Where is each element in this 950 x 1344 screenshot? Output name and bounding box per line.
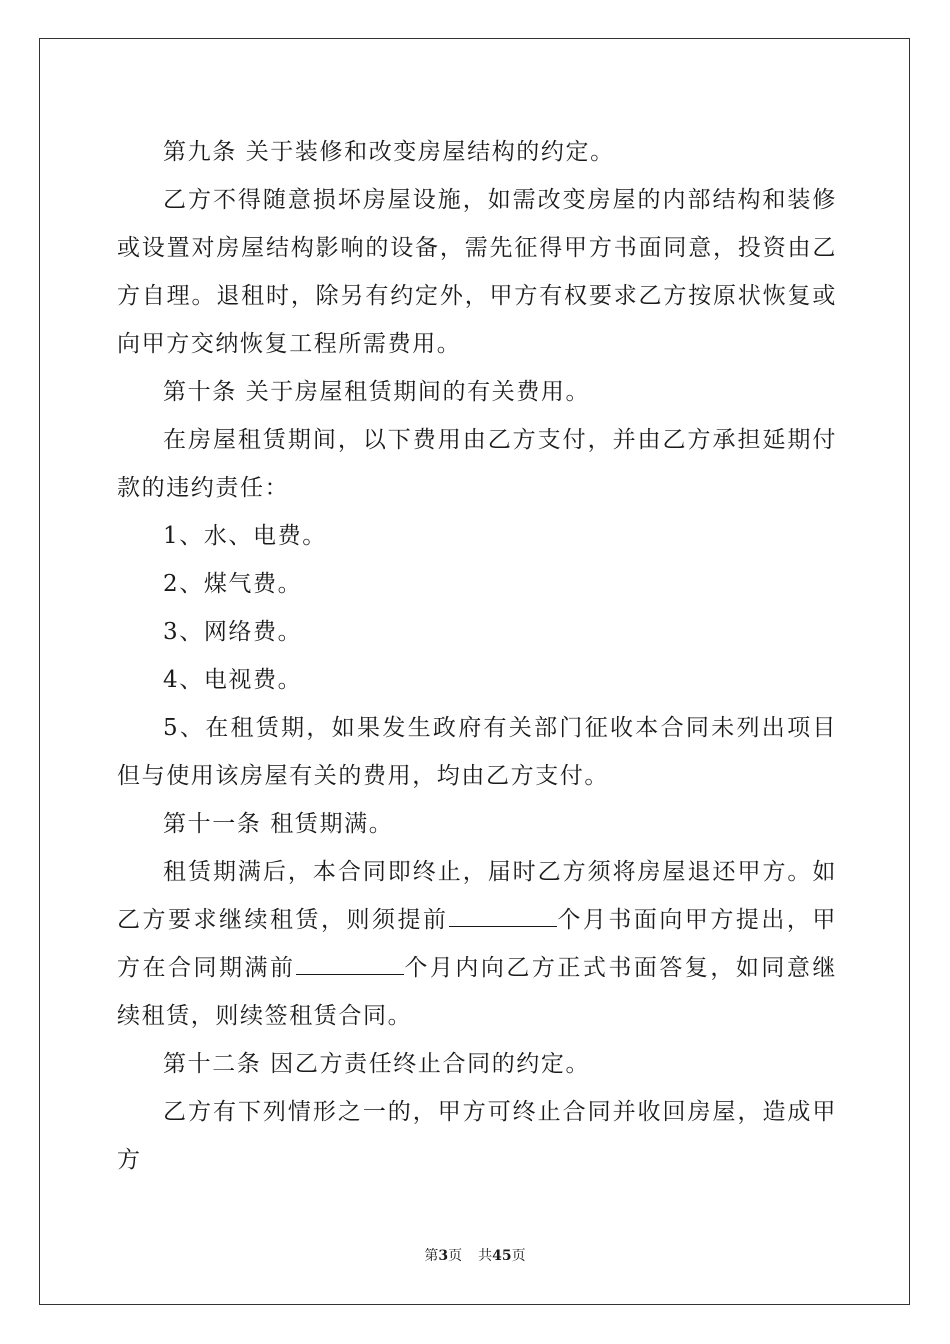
page-footer (0, 1245, 950, 1265)
clause-9-heading: 第九条 关于装修和改变房屋结构的约定。 (163, 139, 615, 165)
clause-9-text: 乙方不得随意损坏房屋设施，如需改变房屋的内部结构和装修或设置对房屋结构影响的设备，需先征得甲方书面同意，投资由乙方自理。退租时，除另有约定外，甲方有权要求乙方按原状恢复或向甲方交纳恢复工程所需费用。 (117, 187, 837, 357)
page-suffix: 页 (448, 1248, 463, 1264)
document-body (117, 128, 837, 1184)
fee-item-4: 4、电视费。 (163, 667, 303, 693)
blank-line-advance-months (449, 904, 557, 927)
clause-11-text (117, 848, 837, 1040)
clause-12-heading: 第十二条 因乙方责任终止合同的约定。 (163, 1051, 591, 1077)
blank-line-reply-months (296, 952, 404, 975)
clause-11-text-part1: 租赁期满后，本合同即终止，届时乙方须将房屋退还甲方。如乙方要求继续租赁，则须提前 (117, 859, 837, 933)
total-prefix: 共 (478, 1248, 493, 1264)
clause-10-text: 在房屋租赁期间，以下费用由乙方支付，并由乙方承担延期付款的违约责任： (117, 427, 837, 501)
page-number: 3 (438, 1248, 449, 1264)
fee-item-3: 3、网络费。 (163, 619, 303, 645)
page-prefix: 第 (424, 1248, 439, 1264)
clause-11-heading: 第十一条 租赁期满。 (163, 811, 394, 837)
clause-11-text-part3: 个月内向乙方正式书面答复，如同意继续租赁，则续签租赁合同。 (117, 955, 837, 1029)
fee-item-5: 5、在租赁期，如果发生政府有关部门征收本合同未列出项目但与使用该房屋有关的费用，均由乙方支付。 (117, 715, 837, 789)
clause-12-text: 乙方有下列情形之一的，甲方可终止合同并收回房屋，造成甲方 (117, 1099, 837, 1173)
total-pages: 45 (492, 1248, 512, 1264)
clause-11-text-part2: 个月书面向甲方提出，甲方在合同期满前 (117, 907, 837, 981)
fee-item-2: 2、煤气费。 (163, 571, 303, 597)
fee-item-1: 1、水、电费。 (163, 523, 327, 549)
clause-10-heading: 第十条 关于房屋租赁期间的有关费用。 (163, 379, 591, 405)
total-suffix: 页 (511, 1248, 526, 1264)
